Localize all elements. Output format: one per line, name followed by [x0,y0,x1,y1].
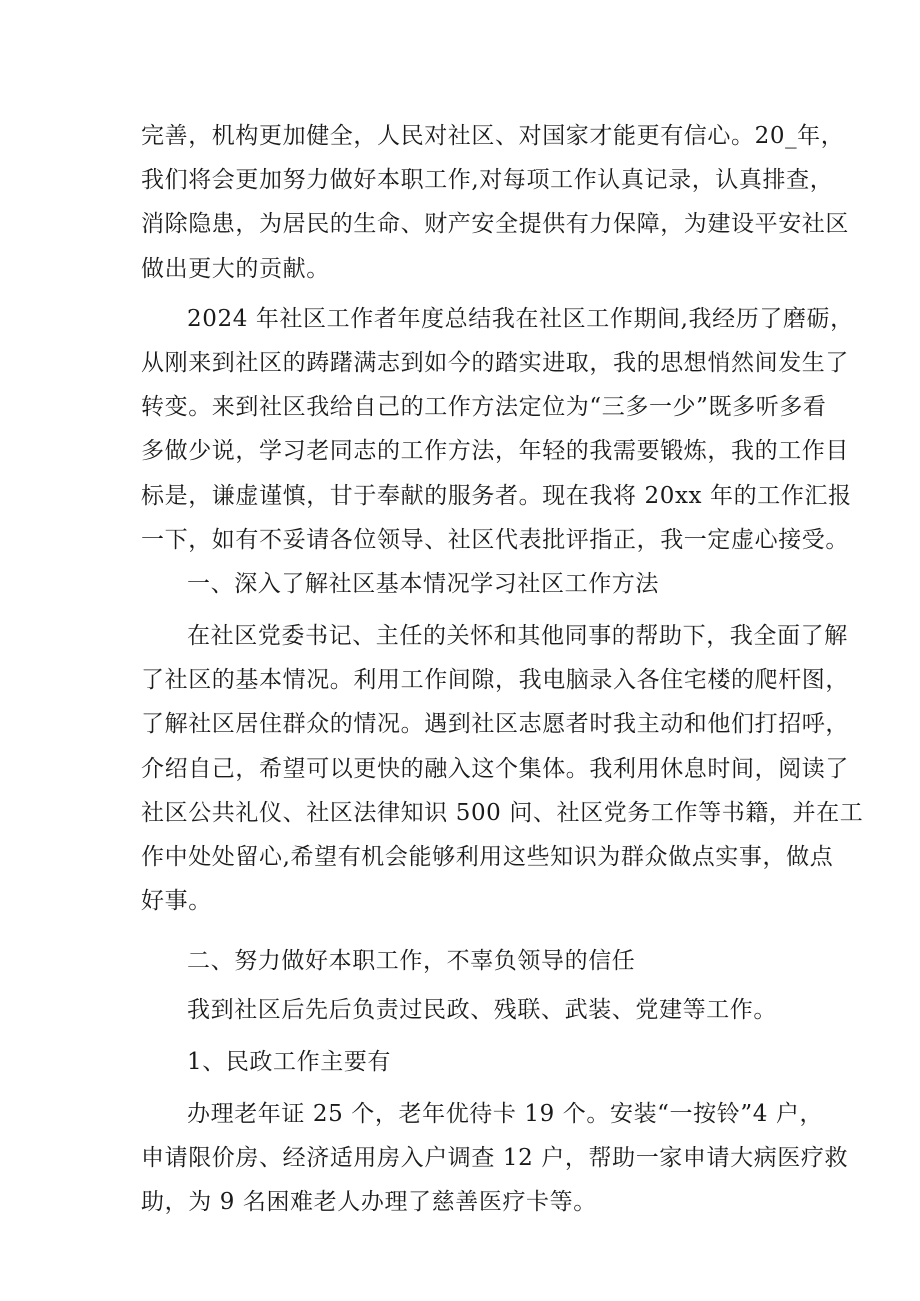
text-line: 申请限价房、经济适用房入户调查 12 户，帮助一家申请大病医疗救 [141,1145,849,1172]
section-heading-2 [141,939,805,983]
heading-text: 1、民政工作主要有 [187,1048,392,1075]
text-line: 做出更大的贡献。 [141,255,330,282]
paragraph-section-1-body [141,614,864,923]
paragraph-section-2-intro [141,988,805,1032]
text-line: 介绍自己，希望可以更快的融入这个集体。我利用休息时间，阅读了 [141,755,849,782]
text-line: 了社区的基本情况。利用工作间隙，我电脑录入各住宅楼的爬杆图， [141,667,849,694]
text-line: 完善，机构更加健全，人民对社区、对国家才能更有信心。20_年， [141,123,845,149]
text-line: 消除隐患，为居民的生命、财产安全提供有力保障，为建设平安社区 [141,211,849,238]
text-line: 社区公共礼仪、社区法律知识 500 问、社区党务工作等书籍，并在工 [141,799,864,826]
text-line: 多做少说，学习老同志的工作方法，年轻的我需要锻炼，我的工作目 [141,438,849,465]
text-line: 好事。 [141,888,212,915]
text-line: 办理老年证 25 个，老年优待卡 19 个。安装“一按铃”4 户， [187,1100,824,1127]
section-heading-1 [141,562,805,606]
text-line: 转变。来到社区我给自己的工作方法定位为“三多一少”既多听多看 [141,394,827,421]
paragraph-civil-affairs [141,1092,849,1225]
paragraph-summary-intro [141,297,854,562]
text-line: 标是，谦虚谨慎，甘于奉献的服务者。现在我将 20xx 年的工作汇报 [141,482,852,509]
text-line: 一下，如有不妥请各位领导、社区代表批评指正，我一定虚心接受。 [141,526,849,553]
document-body [141,114,864,1225]
paragraph-continuation [141,114,849,291]
text-line: 在社区党委书记、主任的关怀和其他同事的帮助下，我全面了解 [187,623,848,650]
heading-text: 二、努力做好本职工作，不辜负领导的信任 [187,948,636,975]
text-line: 了解社区居住群众的情况。遇到社区志愿者时我主动和他们打招呼， [141,711,849,738]
text-line: 作中处处留心,希望有机会能够利用这些知识为群众做点实事，做点 [141,844,834,870]
text-line: 助，为 9 名困难老人办理了慈善医疗卡等。 [141,1189,597,1216]
text-line: 我们将会更加努力做好本职工作,对每项工作认真记录，认真排查， [141,167,834,194]
subsection-heading [141,1040,805,1084]
text-line: 2024 年社区工作者年度总结我在社区工作期间,我经历了磨砺， [187,305,854,332]
text-line: 从刚来到社区的踌躇满志到如今的踏实进取，我的思想悄然间发生了 [141,349,849,376]
text-line: 我到社区后先后负责过民政、残联、武装、党建等工作。 [187,996,777,1023]
heading-text: 一、深入了解社区基本情况学习社区工作方法 [187,570,659,597]
